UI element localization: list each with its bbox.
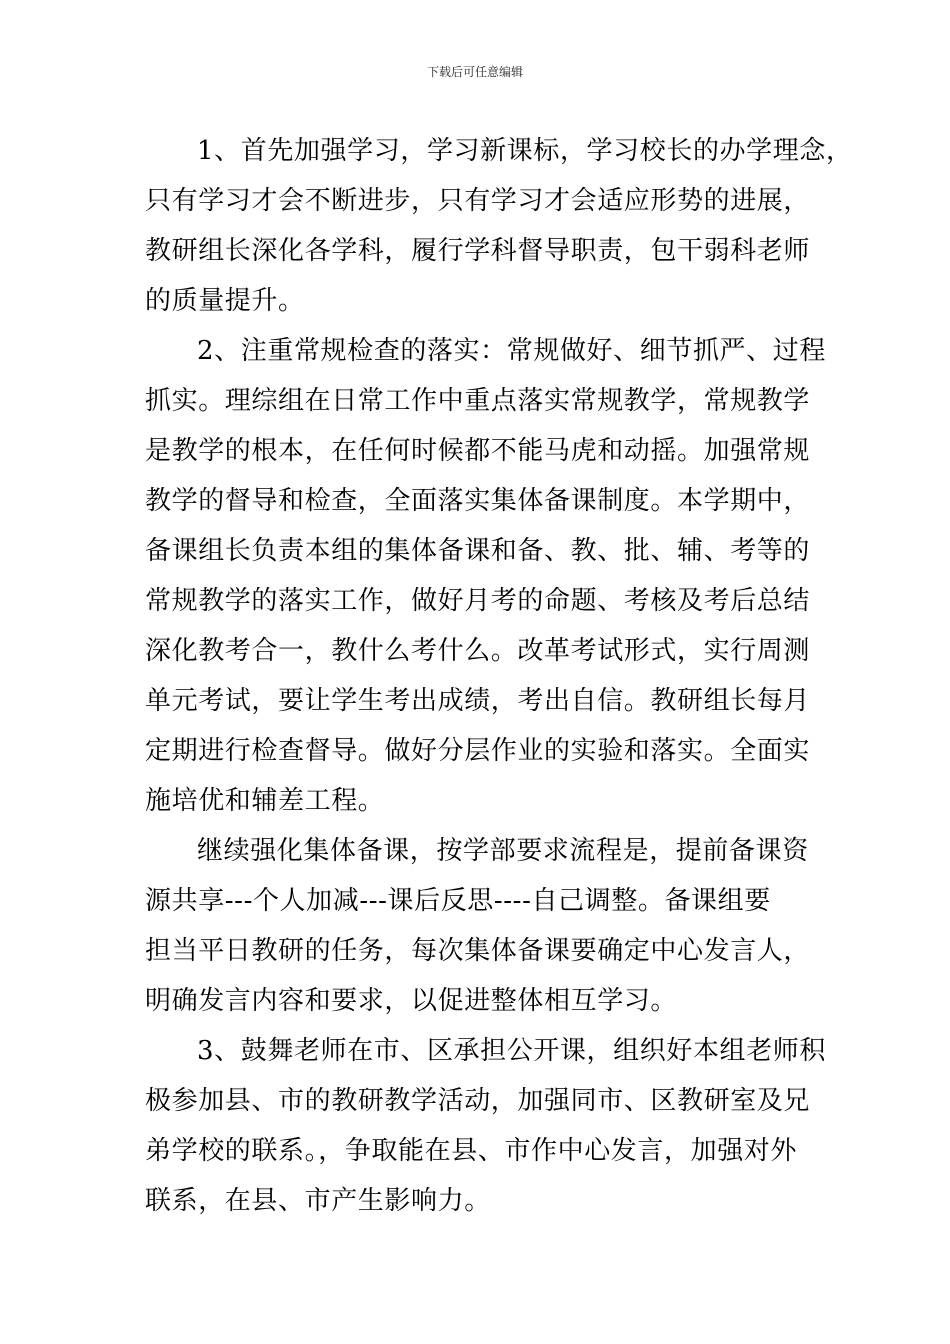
- text-line: 联系，在县、市产生影响力。: [145, 1186, 491, 1216]
- text-line: 常规教学的落实工作，做好月考的命题、考核及考后总结: [145, 586, 811, 616]
- text-line: 教研组长深化各学科，履行学科督导职责，包干弱科老师: [145, 236, 811, 266]
- text-line: 备课组长负责本组的集体备课和备、教、批、辅、考等的: [145, 536, 811, 566]
- text-line: 明确发言内容和要求，以促进整体相互学习。: [145, 986, 678, 1016]
- text-line: 是教学的根本，在任何时候都不能马虎和动摇。加强常规: [145, 436, 811, 466]
- text-line: 源共享---个人加减---课后反思----自己调整。备课组要: [145, 886, 771, 916]
- text-line: 的质量提升。: [145, 286, 305, 316]
- document-body: [145, 126, 853, 1226]
- paragraph-3: [145, 826, 813, 1026]
- text-line: 继续强化集体备课，按学部要求流程是，提前备课资: [197, 836, 809, 866]
- text-line: 教学的督导和检查，全面落实集体备课制度。本学期中，: [145, 486, 811, 516]
- text-line: 3、鼓舞老师在市、区承担公开课，组织好本组老师积: [197, 1036, 826, 1066]
- text-line: 抓实。理综组在日常工作中重点落实常规教学，常规教学: [145, 386, 811, 416]
- paragraph-1: [145, 126, 853, 326]
- paragraph-4: [145, 1026, 826, 1226]
- text-line: 单元考试，要让学生考出成绩，考出自信。教研组长每月: [145, 686, 811, 716]
- text-line: 只有学习才会不断进步，只有学习才会适应形势的进展，: [145, 186, 811, 216]
- text-line: 担当平日教研的任务，每次集体备课要确定中心发言人，: [145, 936, 811, 966]
- text-line: 极参加县、市的教研教学活动，加强同市、区教研室及兄: [145, 1086, 811, 1116]
- page-header: 下载后可任意编辑: [426, 65, 523, 79]
- text-line: 定期进行检查督导。做好分层作业的实验和落实。全面实: [145, 736, 811, 766]
- text-line: 施培优和辅差工程。: [145, 786, 385, 816]
- text-line: 1、首先加强学习，学习新课标，学习校长的办学理念，: [197, 136, 853, 166]
- text-line: 深化教考合一，教什么考什么。改革考试形式，实行周测: [145, 636, 811, 666]
- text-line: 弟学校的联系。，争取能在县、市作中心发言，加强对外: [145, 1136, 798, 1166]
- text-line: 2、注重常规检查的落实：常规做好、细节抓严、过程: [197, 336, 826, 366]
- paragraph-2: [145, 326, 826, 826]
